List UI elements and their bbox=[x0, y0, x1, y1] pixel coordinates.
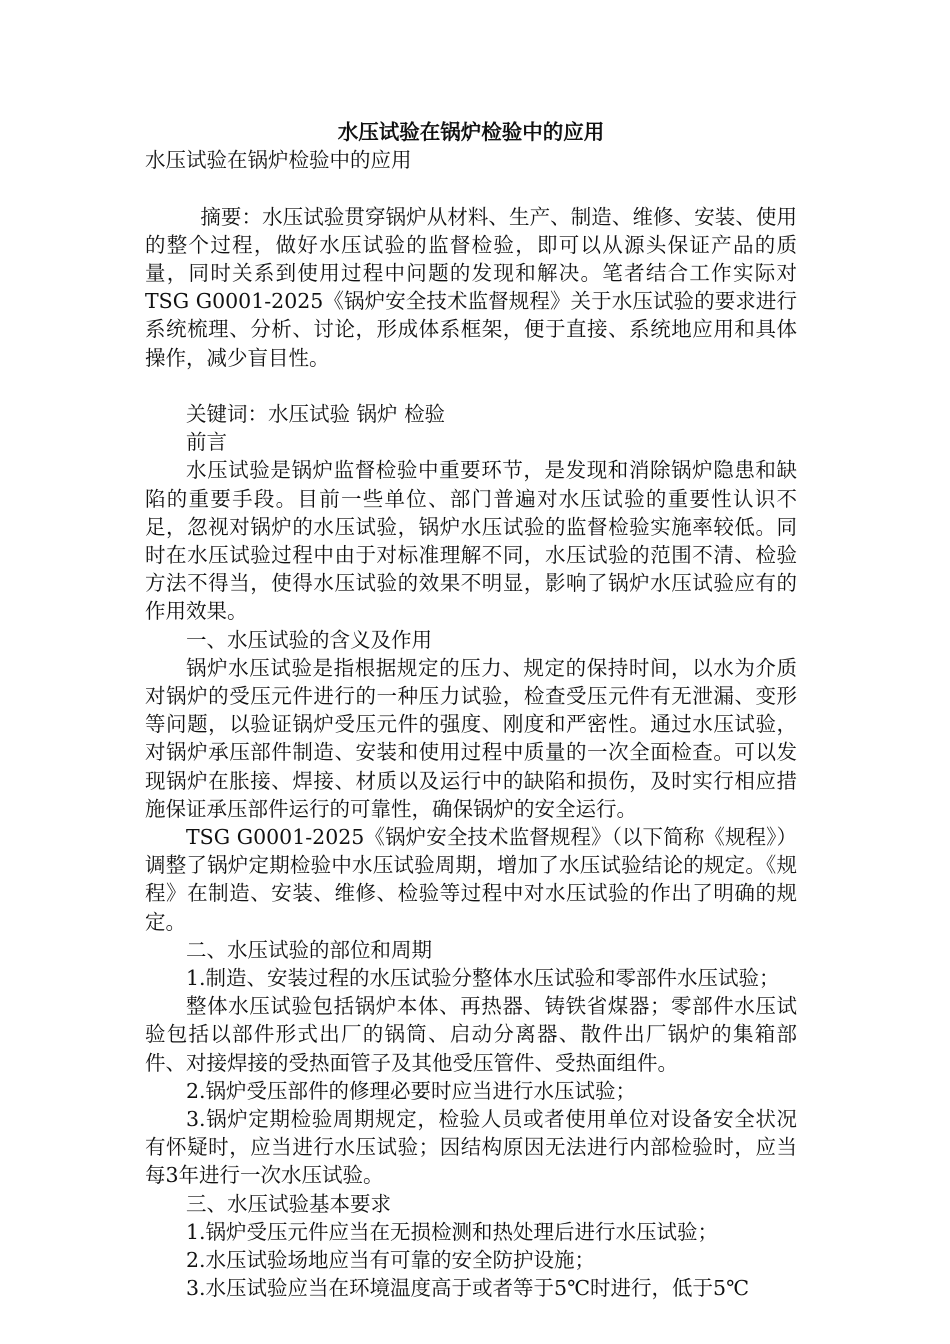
section-heading-preface: 前言 bbox=[186, 430, 227, 455]
keywords-line bbox=[145, 400, 797, 428]
list-item: 2.锅炉受压部件的修理必要时应当进行水压试验； bbox=[186, 1078, 637, 1103]
list-item: 2.水压试验场地应当有可靠的安全防护设施； bbox=[186, 1248, 596, 1273]
body-paragraph: 水压试验是锅炉监督检验中重要环节，是发现和消除锅炉隐患和缺陷的重要手段。目前一些单位、部门普遍对水压试验的重要性认识不足，忽视对锅炉的水压试验，锅炉水压试验的监督检验实施率较低。同时在水压试验过程中由于对标准理解不同，水压试验的范围不清、检验方法不得当，使得水压试验的效果不明显，影响了锅炉水压试验应有的作用效果。 bbox=[145, 458, 797, 624]
blank-line bbox=[145, 372, 797, 400]
keyword: 水压试验 bbox=[268, 402, 350, 426]
body-paragraph: 整体水压试验包括锅炉本体、再热器、铸铁省煤器；零部件水压试验包括以部件形式出厂的锅筒、启动分离器、散件出厂锅炉的集箱部件、对接焊接的受热面管子及其他受压管件、受热面组件。 bbox=[145, 994, 797, 1075]
document-subtitle: 水压试验在锅炉检验中的应用 bbox=[145, 148, 412, 173]
body-paragraph: TSG G0001-2025《锅炉安全技术监督规程》（以下简称《规程》）调整了锅炉定期检验中水压试验周期，增加了水压试验结论的规定。《规程》在制造、安装、维修、检验等过程中对水压试验的作出了明确的规定。 bbox=[145, 825, 797, 934]
document-title: 水压试验在锅炉检验中的应用 bbox=[337, 120, 605, 144]
list-item: 1.制造、安装过程的水压试验分整体水压试验和零部件水压试验； bbox=[186, 966, 780, 991]
list-item: 3.水压试验应当在环境温度高于或者等于5℃时进行，低于5℃ bbox=[186, 1276, 750, 1301]
document-page bbox=[145, 118, 797, 1303]
section-heading: 三、水压试验基本要求 bbox=[186, 1191, 391, 1216]
blank-line bbox=[145, 174, 797, 202]
body-paragraph: 锅炉水压试验是指根据规定的压力、规定的保持时间，以水为介质对锅炉的受压元件进行的一种压力试验，检查受压元件有无泄漏、变形等问题，以验证锅炉受压元件的强度、刚度和严密性。通过水压试验，对锅炉承压部件制造、安装和使用过程中质量的一次全面检查。可以发现锅炉在胀接、焊接、材质以及运行中的缺陷和损伤，及时实行相应措施保证承压部件运行的可靠性，确保锅炉的安全运行。 bbox=[145, 655, 797, 821]
section-heading: 一、水压试验的含义及作用 bbox=[186, 627, 432, 652]
section-heading: 二、水压试验的部位和周期 bbox=[186, 937, 432, 962]
keywords-label: 关键词： bbox=[186, 402, 268, 426]
keyword: 锅炉 bbox=[356, 402, 398, 426]
keyword: 检验 bbox=[404, 402, 446, 426]
list-item: 1.锅炉受压元件应当在无损检测和热处理后进行水压试验； bbox=[186, 1219, 719, 1244]
list-item: 3.锅炉定期检验周期规定，检验人员或者使用单位对设备安全状况有怀疑时，应当进行水压试验；因结构原因无法进行内部检验时，应当每3年进行一次水压试验。 bbox=[145, 1107, 797, 1188]
abstract-paragraph: 摘要：水压试验贯穿锅炉从材料、生产、制造、维修、安装、使用的整个过程，做好水压试验的监督检验，即可以从源头保证产品的质量，同时关系到使用过程中问题的发现和解决。笔者结合工作实际对TSG G0001-2025《锅炉安全技术监督规程》关于水压试验的要求进行系统梳理、分析、讨论，形成体系框架，便于直接、系统地应用和具体操作，减少盲目性。 bbox=[145, 204, 797, 370]
